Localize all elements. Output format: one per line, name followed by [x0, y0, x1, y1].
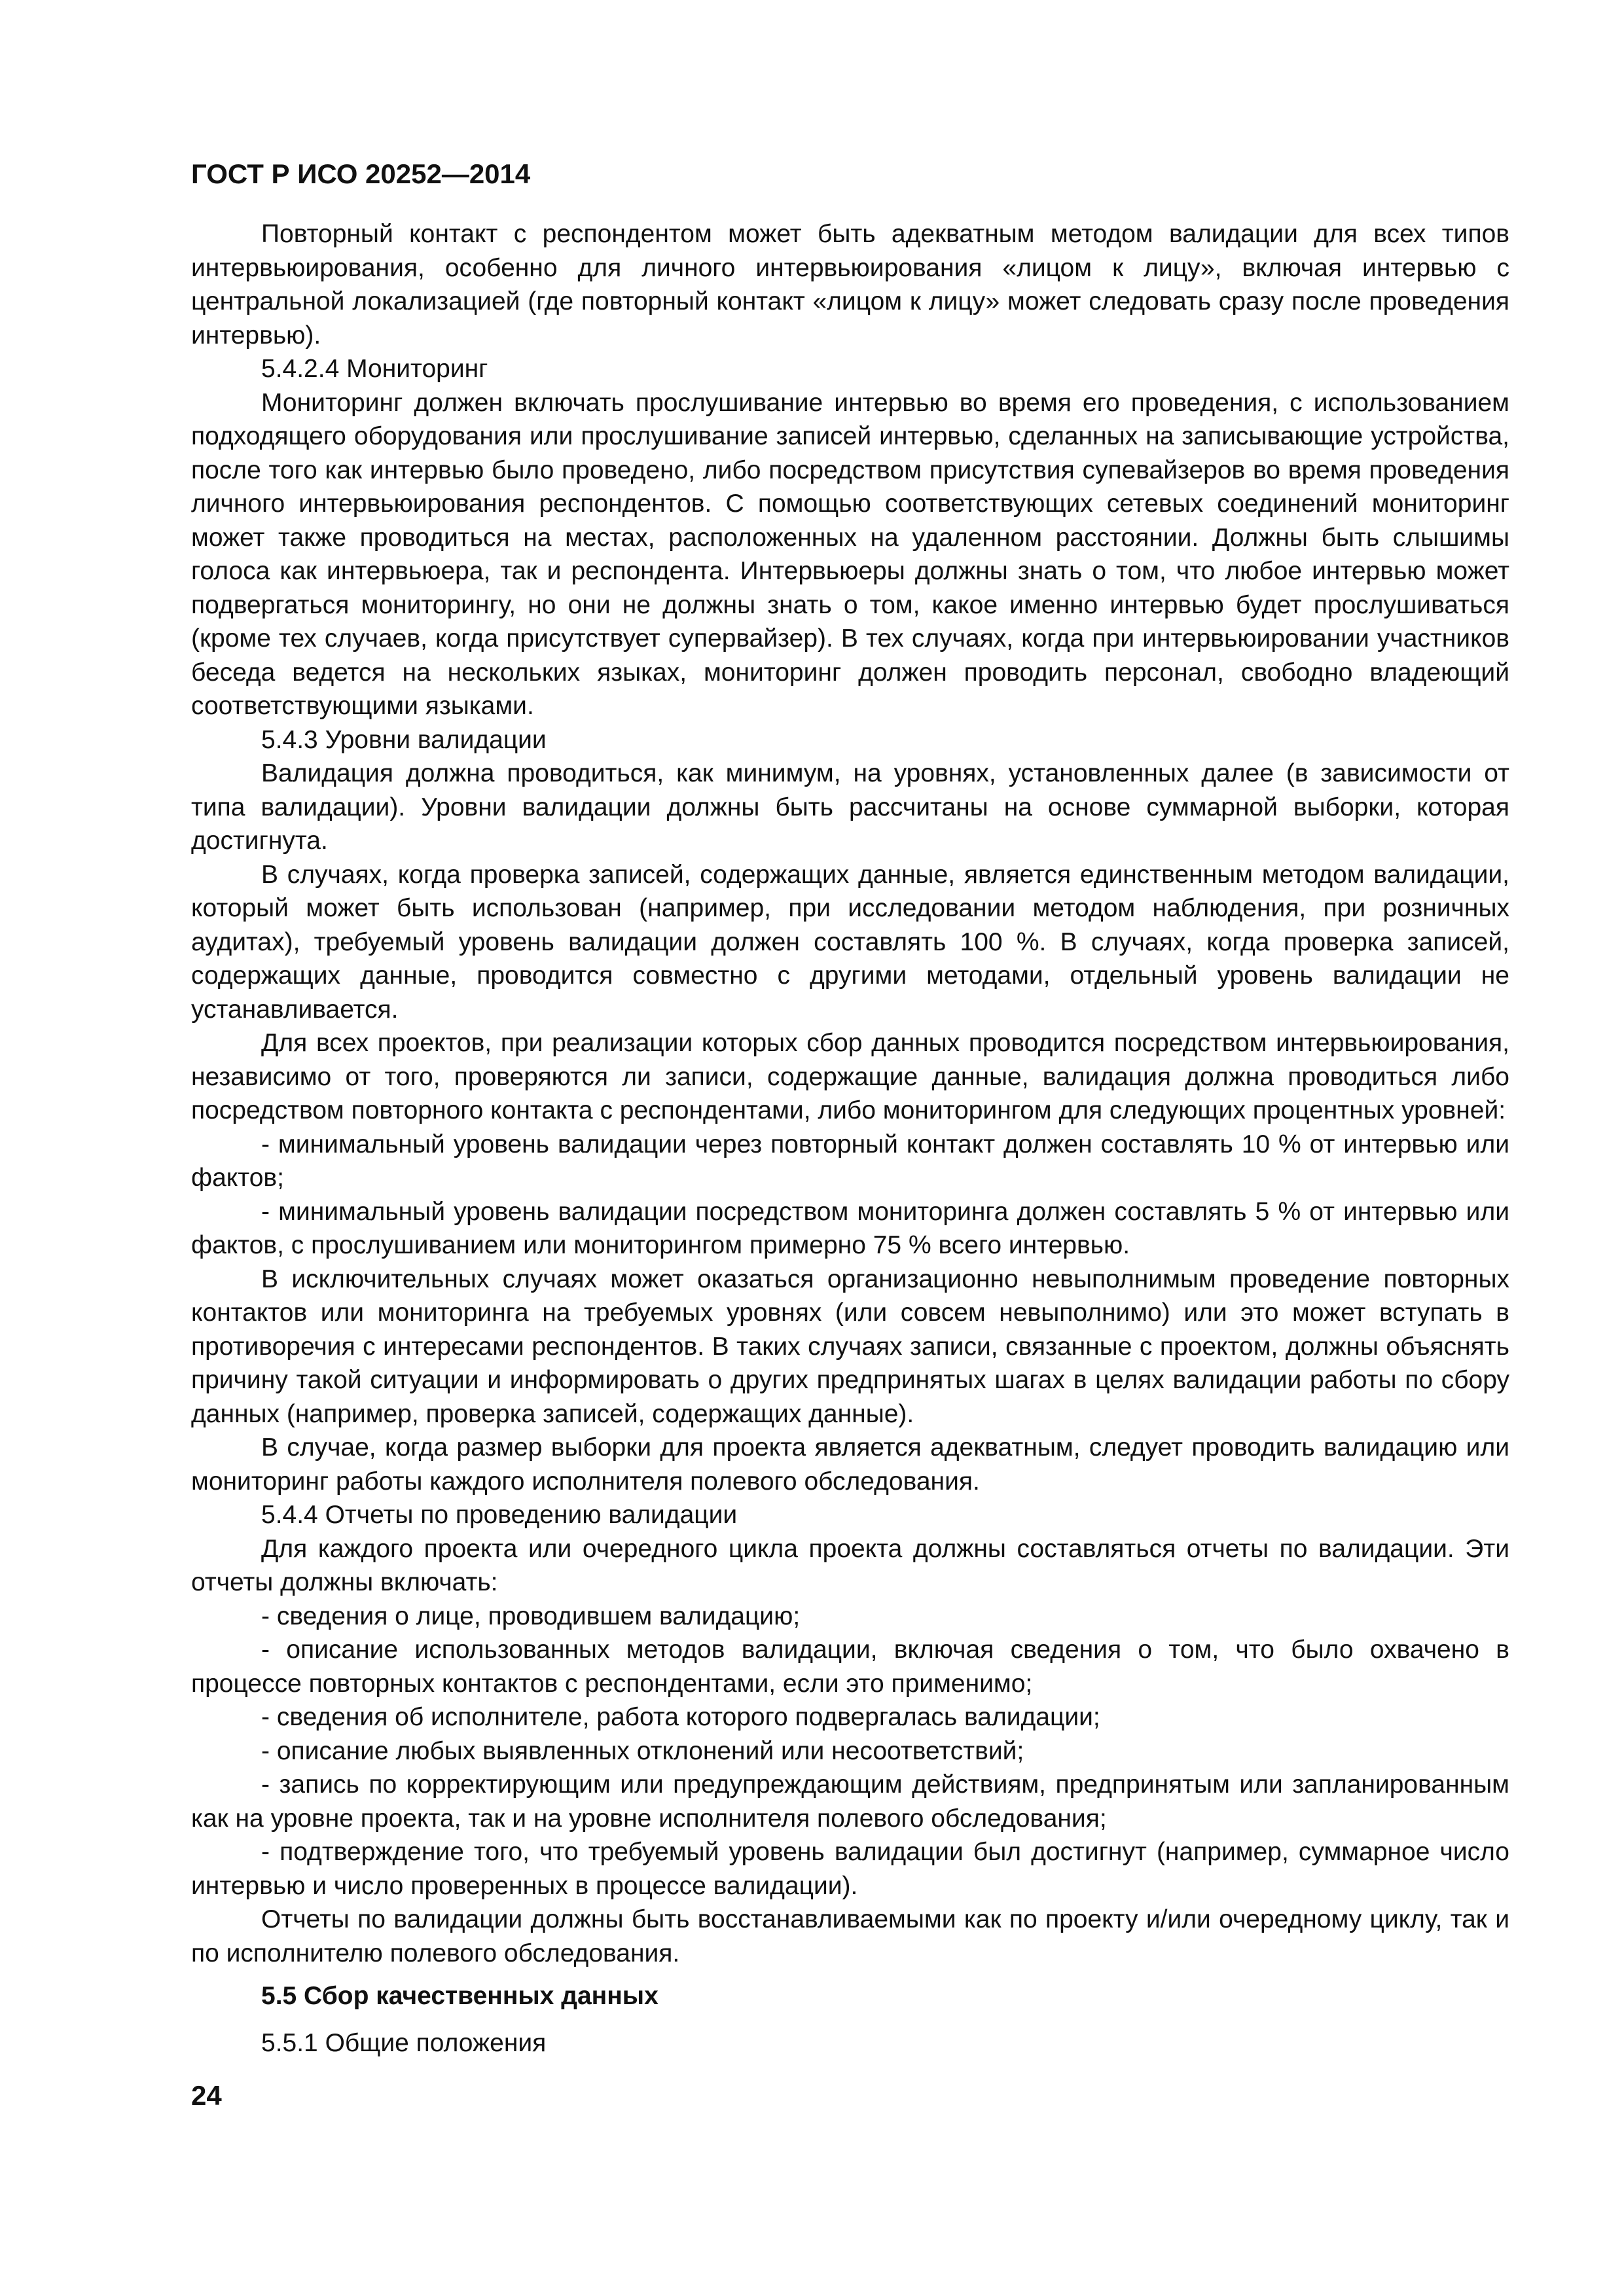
list-item-recontact-level: - минимальный уровень валидации через повторный контакт должен составлять 10 % от интервью или фактов; — [191, 1130, 1509, 1192]
section-title-5-5: 5.5 Сбор качественных данных — [261, 1982, 659, 2010]
paragraph-validation-levels: Валидация должна проводиться, как минимум, на уровнях, установленных далее (в зависимости от типа валидации). Уровни валидации должны быть рассчитаны на основе суммарной выборки, которая достигнута. — [191, 759, 1509, 855]
clause-heading-5-4-4: 5.4.4 Отчеты по проведению валидации — [261, 1501, 738, 1529]
paragraph-reports-intro: Для каждого проекта или очередного цикла проекта должны составляться отчеты по валидации. Эти отчеты должны включать: — [191, 1534, 1509, 1596]
page-number: 24 — [191, 2080, 222, 2111]
clause-heading-5-5-1: 5.5.1 Общие положения — [261, 2028, 547, 2057]
paragraph-reports-retrievable: Отчеты по валидации должны быть восстанавливаемыми как по проекту и/или очередному циклу, так и по исполнителю полевого обследования. — [191, 1905, 1509, 1967]
list-item-executor-info: - сведения об исполнителе, работа которого подвергалась валидации; — [261, 1703, 1100, 1731]
document-body — [191, 217, 1509, 2060]
paragraph-exceptional-cases: В исключительных случаях может оказаться организационно невыполнимым проведение повторных контактов или мониторинга на требуемых уровнях (или совсем невыполнимо) или это может вступать в противоречия с интересами респондентов. В таких случаях записи, связанные с проектом, должны объяснять причину такой ситуации и информировать о других предпринятых шагах в целях валидации работы по сбору данных (например, проверка записей, содержащих данные). — [191, 1265, 1509, 1428]
standard-header: ГОСТ Р ИСО 20252—2014 — [191, 158, 531, 189]
list-item-deviations: - описание любых выявленных отклонений или несоответствий; — [261, 1736, 1024, 1765]
clause-heading-5-4-2-4: 5.4.2.4 Мониторинг — [261, 355, 488, 383]
paragraph-all-projects: Для всех проектов, при реализации которых сбор данных проводится посредством интервьюирования, независимо от того, проверяются ли записи, содержащие данные, валидация должна проводиться либо посредством повторного контакта с респондентами, либо мониторингом для следующих процентных уровней: — [191, 1029, 1509, 1124]
list-item-level-confirmation: - подтверждение того, что требуемый уровень валидации был достигнут (например, суммарное число интервью и число проверенных в процессе валидации). — [191, 1838, 1509, 1900]
paragraph-sample-size: В случае, когда размер выборки для проекта является адекватным, следует проводить валидацию или мониторинг работы каждого исполнителя полевого обследования. — [191, 1433, 1509, 1496]
list-item-corrective-actions: - запись по корректирующим или предупреждающим действиям, предпринятым или запланированным как на уровне проекта, так и на уровне исполнителя полевого обследования; — [191, 1770, 1509, 1833]
paragraph-records-check: В случаях, когда проверка записей, содержащих данные, является единственным методом валидации, который может быть использован (например, при исследовании методом наблюдения, при розничных аудитах), требуемый уровень валидации должен составлять 100 %. В случаях, когда проверка записей, содержащих данные, проводится совместно с другими методами, отдельный уровень валидации не устанавливается. — [191, 860, 1509, 1024]
list-item-validator-info: - сведения о лице, проводившем валидацию; — [261, 1602, 801, 1630]
list-item-methods-description: - описание использованных методов валидации, включая сведения о том, что было охвачено в процессе повторных контактов с респондентами, если это применимо; — [191, 1636, 1509, 1698]
document-page — [191, 157, 1509, 2060]
paragraph-monitoring: Мониторинг должен включать прослушивание интервью во время его проведения, с использованием подходящего оборудования или прослушивание записей интервью, сделанных на записывающие устройства, после того как интервью было проведено, либо посредством присутствия супевайзеров во время проведения личного интервьюирования респондентов. С помощью соответствующих сетевых соединений мониторинг может также проводиться на местах, расположенных на удаленном расстоянии. Должны быть слышимы голоса как интервьюера, так и респондента. Интервьюеры должны знать о том, что любое интервью может подвергаться мониторингу, но они не должны знать о том, какое именно интервью будет прослушиваться (кроме тех случаев, когда присутствует супервайзер). В тех случаях, когда при интервьюировании участников беседа ведется на нескольких языках, мониторинг должен проводить персонал, свободно владеющий соответствующими языками. — [191, 388, 1509, 720]
list-item-monitoring-level: - минимальный уровень валидации посредством мониторинга должен составлять 5 % от интервью или фактов, с прослушиванием или мониторингом примерно 75 % всего интервью. — [191, 1197, 1509, 1259]
paragraph-recontact: Повторный контакт с респондентом может быть адекватным методом валидации для всех типов интервьюирования, особенно для личного интервьюирования «лицом к лицу», включая интервью с центральной локализацией (где повторный контакт «лицом к лицу» может следовать сразу после проведения интервью). — [191, 220, 1509, 350]
clause-heading-5-4-3: 5.4.3 Уровни валидации — [261, 725, 547, 754]
